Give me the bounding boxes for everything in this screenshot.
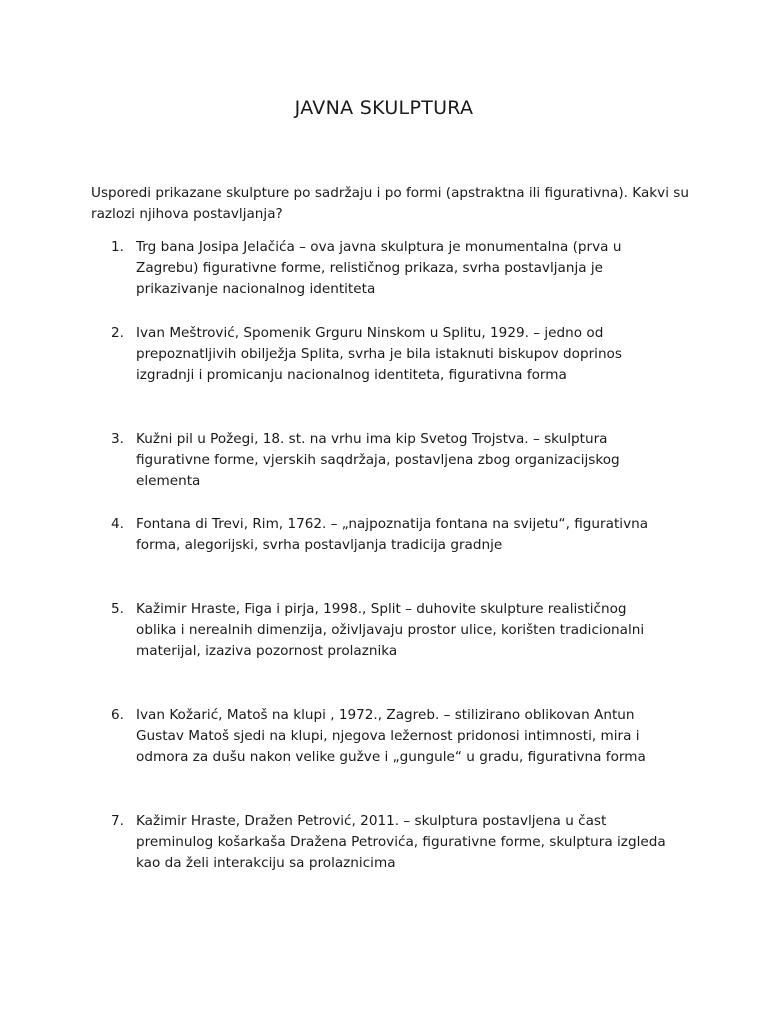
list-item-text: Fontana di Trevi, Rim, 1762. – „najpoznatija fontana na svijetu“, figurativna forma, alegorijski, svrha postavljanja tradicija gradnje	[136, 516, 649, 553]
list-item-text: Ivan Kožarić, Matoš na klupi , 1972., Zagreb. – stilizirano oblikovan Antun Gustav Matoš sjedi na klupi, njegova ležernost pridonosi intimnosti, mira i odmora za dušu nakon velike gužve i „gungule“ u gradu, figurativna forma	[136, 707, 646, 765]
intro-paragraph: Usporedi prikazane skulpture po sadržaju i po formi (apstraktna ili figurativna). Kakvi su razlozi njihova postavljanja?	[91, 185, 689, 222]
list-item-number: 6.	[111, 707, 124, 723]
list-item-number: 4.	[111, 516, 124, 532]
list-item-number: 3.	[111, 431, 124, 447]
list-item-number: 5.	[111, 601, 124, 617]
list-item-text: Ivan Meštrović, Spomenik Grguru Ninskom u Splitu, 1929. – jedno od prepoznatljivih obilježja Splita, svrha je bila istaknuti biskupov doprinos izgradnji i promicanju nacionalnog identiteta, figurativna forma	[136, 325, 622, 383]
list-item-number: 1.	[111, 239, 124, 255]
list-item-number: 2.	[111, 325, 124, 341]
list-item-text: Kažimir Hraste, Figa i pirja, 1998., Split – duhovite skulpture realističnog oblika i nerealnih dimenzija, oživljavaju prostor ulice, korišten tradicionalni materijal, izaziva pozornost prolaznika	[136, 601, 645, 659]
list-item-text: Kužni pil u Požegi, 18. st. na vrhu ima kip Svetog Trojstva. – skulptura figurativne forme, vjerskih saqdržaja, postavljena zbog organizacijskog elementa	[136, 431, 620, 489]
list-item-text: Kažimir Hraste, Dražen Petrović, 2011. – skulptura postavljena u čast preminulog košarkaša Dražena Petrovića, figurativne forme, skulptura izgleda kao da želi interakciju sa prolaznicima	[136, 813, 666, 871]
list-item-number: 7.	[111, 813, 124, 829]
list-item-text: Trg bana Josipa Jelačića – ova javna skulptura je monumentalna (prva u Zagrebu) figurativne forme, relističnog prikaza, svrha postavljanja je prikazivanje nacionalnog identiteta	[136, 239, 622, 297]
page-title: JAVNA SKULPTURA	[294, 97, 474, 119]
